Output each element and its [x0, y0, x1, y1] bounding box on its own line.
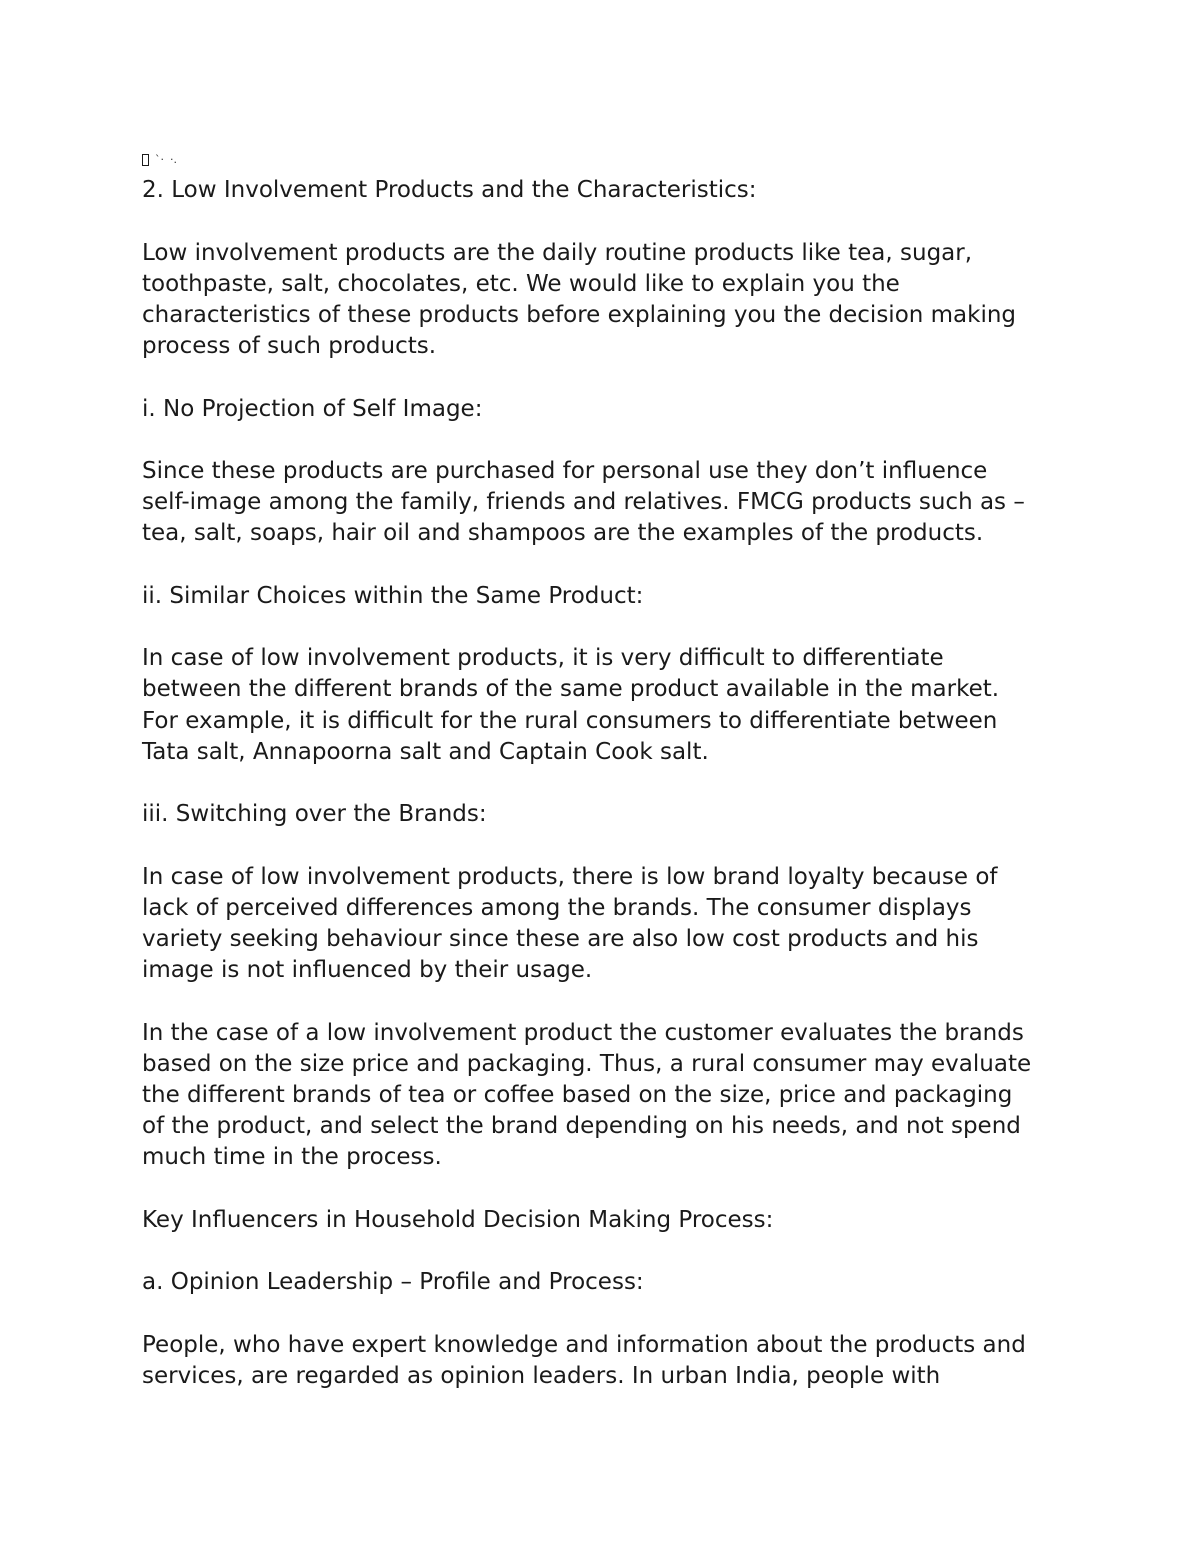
section-heading: 2. Low Involvement Products and the Characteristics: — [142, 177, 757, 204]
paragraph-line: services, are regarded as opinion leaders. In urban India, people with — [142, 1362, 941, 1389]
header-mark: `· — [155, 153, 164, 166]
paragraph-line: characteristics of these products before explaining you the decision making — [142, 301, 1017, 328]
paragraph-line: process of such products. — [142, 333, 437, 360]
section-heading: Key Influencers in Household Decision Making Process: — [142, 1206, 774, 1233]
document-body — [142, 144, 1072, 1392]
header-marks — [142, 144, 1072, 175]
subsection-heading: ii. Similar Choices within the Same Product: — [142, 582, 644, 609]
paragraph-line: People, who have expert knowledge and information about the products and — [142, 1331, 1026, 1358]
paragraph-line: toothpaste, salt, chocolates, etc. We would like to explain you the — [142, 270, 900, 297]
paragraph-line: In the case of a low involvement product the customer evaluates the brands — [142, 1019, 1024, 1046]
paragraph-line: much time in the process. — [142, 1144, 442, 1171]
paragraph-line: In case of low involvement products, there is low brand loyalty because of — [142, 863, 998, 890]
paragraph-line: In case of low involvement products, it is very difficult to differentiate — [142, 645, 944, 672]
paragraph-line: self-image among the family, friends and relatives. FMCG products such as – — [142, 489, 1025, 516]
paragraph-line: tea, salt, soaps, hair oil and shampoos are the examples of the products. — [142, 520, 984, 547]
paragraph-line: Low involvement products are the daily routine products like tea, sugar, — [142, 239, 973, 266]
paragraph-line: variety seeking behaviour since these are also low cost products and his — [142, 925, 979, 952]
paragraph-line: Since these products are purchased for personal use they don’t influence — [142, 457, 988, 484]
paragraph-line: Tata salt, Annapoorna salt and Captain Cook salt. — [142, 738, 709, 765]
subsection-heading: i. No Projection of Self Image: — [142, 395, 483, 422]
paragraph-line: lack of perceived differences among the brands. The consumer displays — [142, 894, 972, 921]
header-mark: ·. — [170, 153, 177, 166]
subsection-heading: iii. Switching over the Brands: — [142, 801, 487, 828]
paragraph-line: the different brands of tea or coffee based on the size, price and packaging — [142, 1081, 1013, 1108]
paragraph-line: of the product, and select the brand depending on his needs, and not spend — [142, 1113, 1021, 1140]
subsection-heading: a. Opinion Leadership – Profile and Process: — [142, 1269, 644, 1296]
missing-glyph-box-icon — [142, 154, 149, 166]
paragraph-line: image is not influenced by their usage. — [142, 957, 593, 984]
paragraph-line: based on the size price and packaging. Thus, a rural consumer may evaluate — [142, 1050, 1032, 1077]
paragraph-line: For example, it is difficult for the rural consumers to differentiate between — [142, 707, 998, 734]
paragraph-line: between the different brands of the same product available in the market. — [142, 676, 1000, 703]
